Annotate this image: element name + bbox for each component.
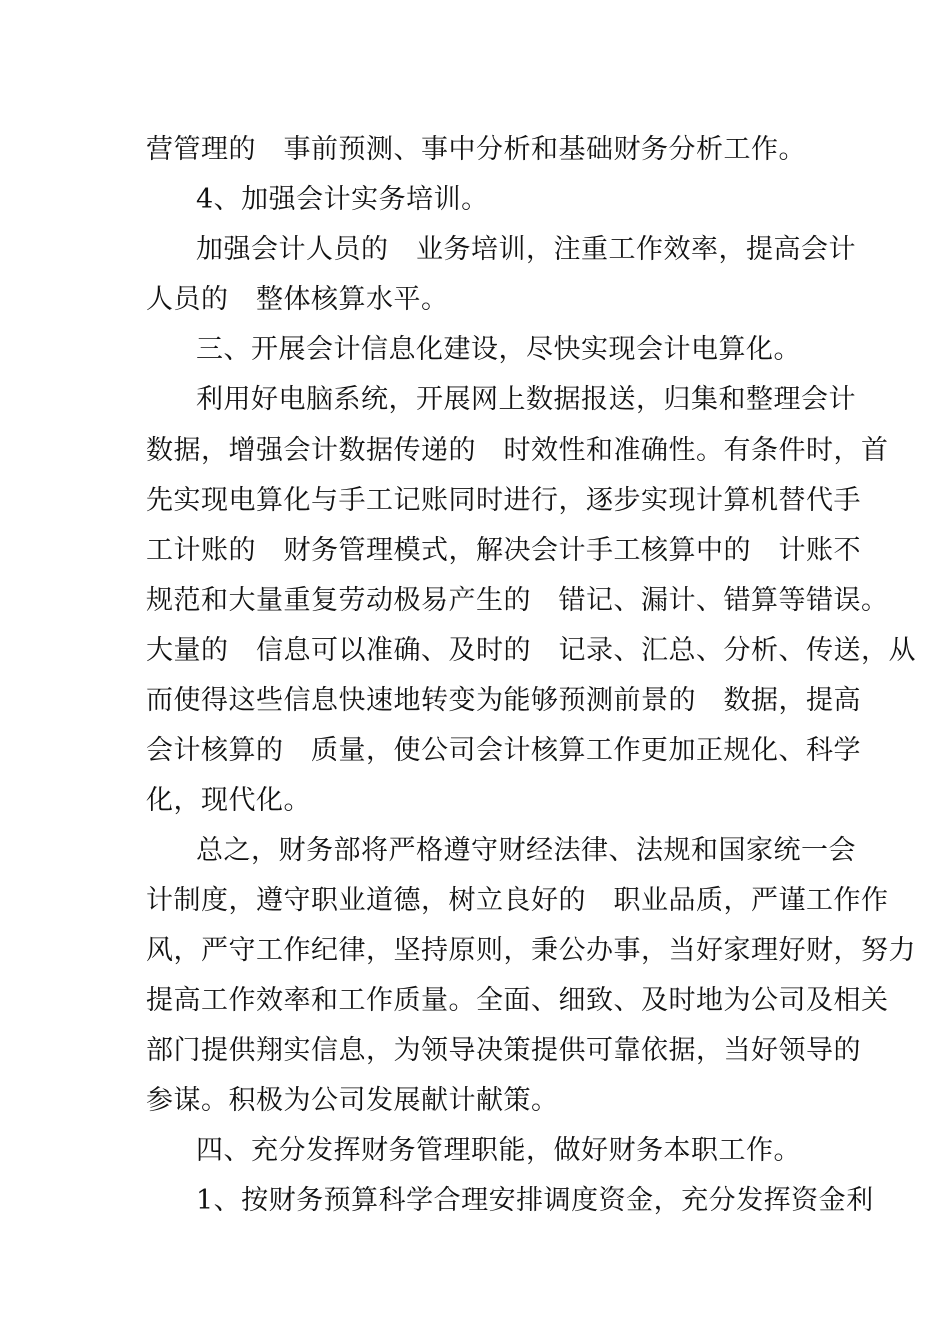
text-line-11: 大量的 信息可以准确、及时的 记录、汇总、分析、传送，从 [146,635,916,666]
text-line-22: 1、按财务预算科学合理安排调度资金，充分发挥资金利 [196,1185,874,1216]
text-line-1: 营管理的 事前预测、事中分析和基础财务分析工作。 [146,134,806,165]
text-line-20: 参谋。积极为公司发展献计献策。 [146,1085,559,1116]
text-line-16: 计制度，遵守职业道德，树立良好的 职业品质，严谨工作作 [146,885,889,916]
text-line-4: 人员的 整体核算水平。 [146,284,449,315]
text-line-6: 利用好电脑系统，开展网上数据报送，归集和整理会计 [196,384,856,415]
text-line-21: 四、充分发挥财务管理职能，做好财务本职工作。 [196,1135,801,1166]
text-line-14: 化，现代化。 [146,785,311,816]
text-line-9: 工计账的 财务管理模式，解决会计手工核算中的 计账不 [146,535,861,566]
text-line-2: 4、加强会计实务培训。 [196,184,489,215]
text-line-19: 部门提供翔实信息，为领导决策提供可靠依据，当好领导的 [146,1035,861,1066]
text-line-17: 风，严守工作纪律，坚持原则，秉公办事，当好家理好财，努力 [146,935,916,966]
text-line-10: 规范和大量重复劳动极易产生的 错记、漏计、错算等错误。 [146,585,889,616]
text-line-8: 先实现电算化与手工记账同时进行，逐步实现计算机替代手 [146,485,861,516]
text-line-15: 总之，财务部将严格遵守财经法律、法规和国家统一会 [196,835,856,866]
text-line-3: 加强会计人员的 业务培训，注重工作效率，提高会计 [196,234,856,265]
text-line-13: 会计核算的 质量，使公司会计核算工作更加正规化、科学 [146,735,861,766]
text-line-7: 数据，增强会计数据传递的 时效性和准确性。有条件时，首 [146,435,889,466]
text-line-18: 提高工作效率和工作质量。全面、细致、及时地为公司及相关 [146,985,889,1016]
text-line-12: 而使得这些信息快速地转变为能够预测前景的 数据，提高 [146,685,861,716]
text-line-5: 三、开展会计信息化建设，尽快实现会计电算化。 [196,334,801,365]
